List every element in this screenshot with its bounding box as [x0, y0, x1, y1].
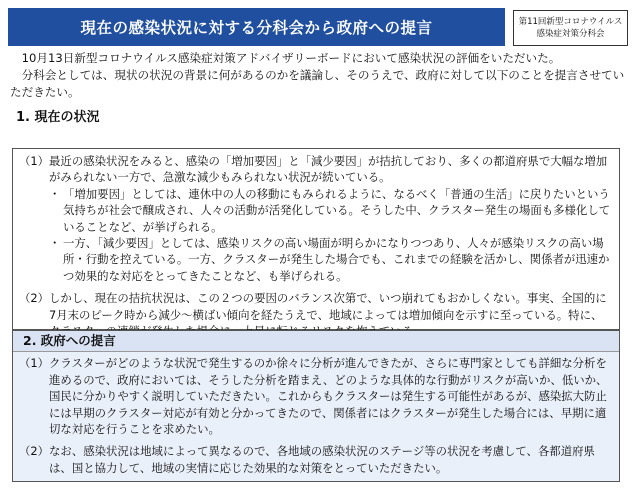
- item-text: 最近の感染状況をみると、感染の「増加要因」と「減少要因」が拮抗しており、多くの都道府県で大幅な増加がみられない一方で、急激な減少もみられない状況が続いている。: [49, 154, 608, 185]
- proposal-box: [12, 330, 620, 482]
- badge-line-1: 第11回新型コロナウイルス: [518, 17, 623, 27]
- item-text: クラスターがどのような状況で発生するのか徐々に分析が進んできたが、さらに専門家としても詳細な分析を進めるので、政府においては、そうした分析を踏まえ、どのような具体的な行動がリスクが高いか、低いか、国民に分かりやすく説明していただきたい。これからもクラスターは発生する可能性があるが、感染拡大防止には早期のクラスター対応が有効と分かってきたので、関係者にはクラスターが発生した場合には、早期に適切な対応を行うことを求めたい。: [49, 356, 608, 437]
- bullet-decrease-factor: [49, 235, 613, 284]
- bullet-mark: ・: [49, 186, 61, 201]
- section-2-heading: 2. 政府への提言: [13, 331, 619, 352]
- page-title: [8, 8, 505, 46]
- bullet-mark: ・: [49, 236, 61, 251]
- intro-paragraph-1: 10月13日新型コロナウイルス感染症対策アドバイザリーボードにおいて感染状況の評価をいただいた。: [21, 51, 561, 65]
- bullet-text: 一方、「減少要因」としては、感染リスクの高い場面が明らかになりつつあり、人々が感染リスクの高い場所・行動を控えている。一方、クラスターが発生した場合でも、これまでの経験を活かし、関係者が迅速かつ効果的な対応をとってきたことなど、も挙げられる。: [63, 236, 610, 283]
- bullet-increase-factor: [49, 186, 613, 235]
- proposal-item-2: [19, 443, 613, 476]
- meeting-badge: [513, 10, 628, 46]
- item-text: しかし、現在の拮抗状況は、この２つの要因のバランス次第で、いつ崩れてもおかしくない。事実、全国的に7月末のピーク時から減少～横ばい傾向を経たうえで、地域によっては増加傾向を示すに至っている。特に、: [49, 291, 607, 322]
- item-text: なお、感染状況は地域によって異なるので、各地域の感染状況のステージ等の状況を考慮して、各都道府県は、国と協力して、地域の実情に応じた効果的な対策をとっていただきたい。: [49, 444, 595, 475]
- intro-section: [10, 50, 630, 101]
- section-1-heading: 1. 現在の状況: [16, 110, 100, 125]
- situation-item-1: [19, 153, 613, 186]
- proposal-item-1: [19, 355, 613, 437]
- item-number: （2）: [19, 444, 50, 459]
- bullet-text: 「増加要因」としては、連休中の人の移動にもみられるように、なるべく「普通の生活」に戻りたいという気持ちが社会で醸成され、人々の活動が活発化している。そうした中、クラスター発生の場面も多様化していることなど、が挙げられる。: [63, 186, 611, 234]
- page-title-text: 現在の感染状況に対する分科会から政府への提言: [80, 19, 433, 37]
- intro-paragraph-2: 分科会としては、現状の状況の背景に何があるのかを議論し、そのうえで、政府に対して以下のことを提言させていただきたい。: [10, 68, 625, 99]
- item-number: （2）: [19, 291, 50, 306]
- current-situation-box: [12, 148, 620, 330]
- badge-line-2: 感染症対策分科会: [536, 29, 605, 39]
- item-number: （1）: [19, 154, 50, 168]
- item-number: （1）: [19, 356, 50, 371]
